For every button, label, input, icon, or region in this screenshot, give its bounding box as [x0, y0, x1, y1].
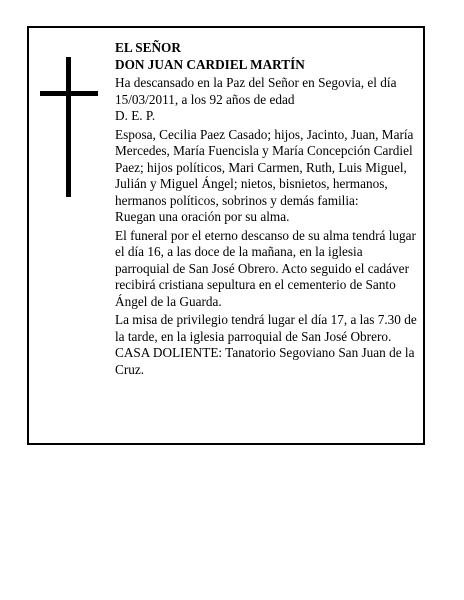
obituary-text	[115, 40, 417, 378]
family-members: Esposa, Cecilia Paez Casado; hijos, Jacinto, Juan, María Mercedes, María Fuencisla y María Concepción Cardiel Paez; hijos políticos, Mari Carmen, Ruth, Luis Miguel, Julián y Miguel Ángel; nietos, bisnietos, hermanos, hermanos políticos, sobrinos y demás familia:	[115, 126, 414, 208]
death-notice: Ha descansado en la Paz del Señor en Segovia, el día 15/03/2011, a los 92 años de edad	[115, 75, 397, 107]
funeral-details: El funeral por el eterno descanso de su alma tendrá lugar el día 16, a las doce de la mañana, en la iglesia parroquial de San José Obrero. Acto seguido el cadáver recibirá cristiana sepultura en el cementerio de Santo Ángel de la Guarda.	[115, 227, 416, 309]
mass-details: La misa de privilegio tendrá lugar el día 17, a las 7.30 de la tarde, en la iglesia parroquial de San José Obrero.	[115, 312, 417, 344]
deceased-name: DON JUAN CARDIEL MARTÍN	[115, 56, 305, 72]
mourning-house: CASA DOLIENTE: Tanatorio Segoviano San Juan de la Cruz.	[115, 345, 415, 377]
deceased-title: EL SEÑOR	[115, 40, 181, 55]
latin-cross-icon	[40, 57, 98, 197]
prayer-request: Ruegan una oración por su alma.	[115, 209, 290, 224]
rest-in-peace: D. E. P.	[115, 108, 156, 123]
cross-vertical-bar	[66, 57, 71, 197]
obituary-notice	[27, 26, 425, 445]
cross-horizontal-bar	[40, 91, 98, 96]
